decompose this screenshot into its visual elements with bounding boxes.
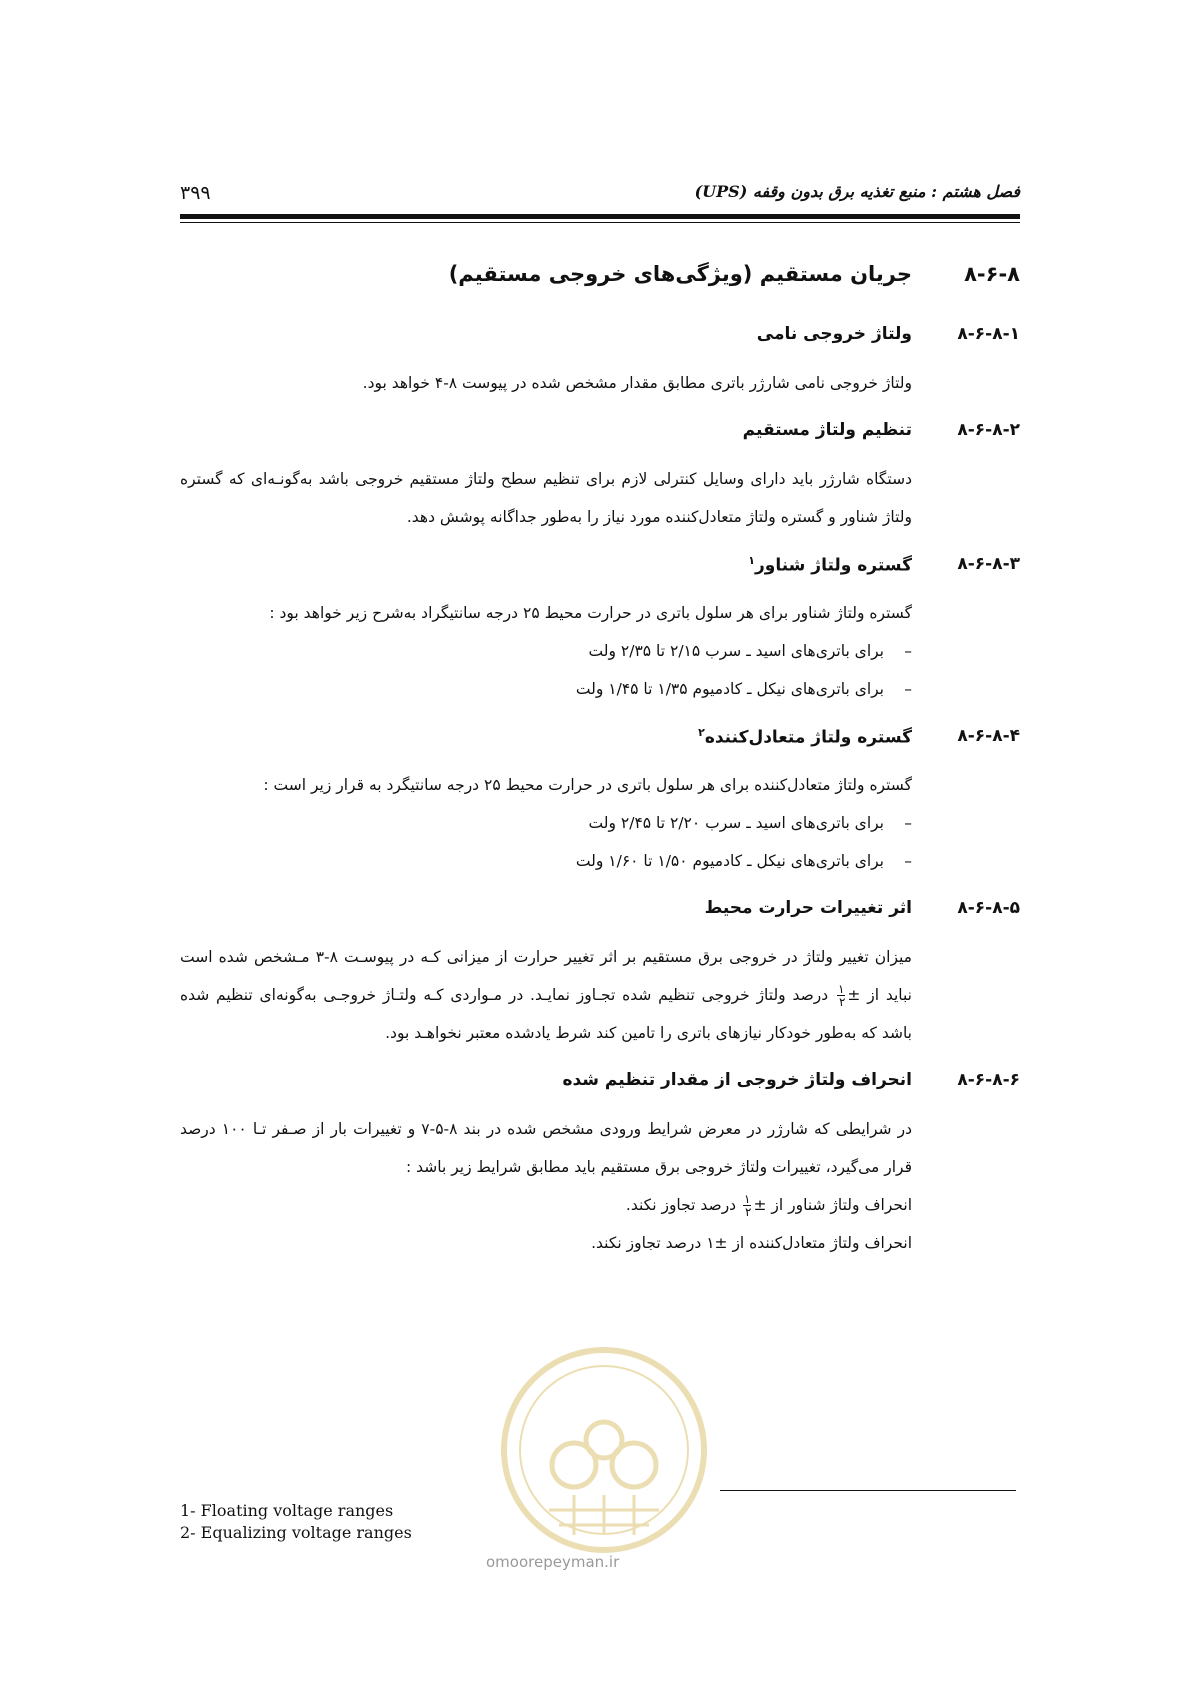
footnote-rule: [720, 1490, 1016, 1491]
subsection-number: ۸-۶-۸-۵: [957, 898, 1020, 918]
list-item-text: برای باتری‌های اسید ـ سرب ۲/۲۰ تا ۲/۴۵ ولت: [588, 814, 884, 832]
fraction: [837, 983, 845, 1008]
section-number: ۸-۶-۸: [964, 262, 1020, 286]
list-item: –برای باتری‌های اسید ـ سرب ۲/۲۰ تا ۲/۴۵ ولت: [588, 814, 912, 832]
paragraph: گستره ولتاژ شناور برای هر سلول باتری در حرارت محیط ۲۵ درجه سانتیگراد به‌شرح زیر خواهد بود :: [269, 604, 912, 622]
paragraph: گستره ولتاژ متعادل‌کننده برای هر سلول باتری در حرارت محیط ۲۵ درجه سانتیگرد به قرار زیر است :: [263, 776, 912, 794]
paragraph: [180, 938, 912, 1052]
page-number: ۳۹۹: [180, 182, 211, 204]
fraction-denominator: ۲: [745, 1205, 752, 1219]
subsection-title: [698, 726, 912, 748]
paragraph: ولتاژ خروجی نامی شارژر باتری مطابق مقدار مشخص شده در پیوست ۸-۴ خواهد بود.: [362, 374, 912, 392]
list-item: –برای باتری‌های نیکل ـ کادمیوم ۱/۳۵ تا ۱/۴۵ ولت: [575, 680, 912, 698]
header-rule-thin: [180, 222, 1020, 223]
paragraph: انحراف ولتاژ متعادل‌کننده از ±۱ درصد تجاوز نکند.: [591, 1234, 912, 1252]
section-heading: [180, 262, 1020, 302]
paragraph: در شرایطی که شارژر در معرض شرایط ورودی مشخص شده در بند ۸-۵-۷ و تغییرات بار از صـفر تـا ۱۰۰ درصد قرار می‌گیرد، تغییرات ولتاژ خروجی برق مستقیم باید مطابق شرایط زیر باشد :: [180, 1120, 912, 1176]
subsection-number: ۸-۶-۸-۲: [957, 420, 1020, 440]
subsection-heading: [180, 554, 1020, 586]
subsection-heading: [180, 898, 1020, 930]
subsection-number: ۸-۶-۸-۱: [957, 324, 1020, 344]
subsection-number: ۸-۶-۸-۴: [957, 726, 1020, 746]
subsection-title: تنظیم ولتاژ مستقیم: [742, 420, 912, 440]
list-item-text: برای باتری‌های نیکل ـ کادمیوم ۱/۳۵ تا ۱/۴۵ ولت: [575, 680, 884, 698]
subsection-heading: [180, 420, 1020, 452]
subsection-title: [748, 554, 912, 576]
list-item-text: برای باتری‌های اسید ـ سرب ۲/۱۵ تا ۲/۳۵ ولت: [588, 642, 884, 660]
subsection-number: ۸-۶-۸-۳: [957, 554, 1020, 574]
plus-minus-sign: ±: [847, 986, 861, 1004]
header-rule-thick: [180, 214, 1020, 219]
watermark-text: omoorepeyman.ir: [486, 1553, 620, 1571]
subsection-heading: [180, 1070, 1020, 1102]
chapter-title: فصل هشتم : منبع تغذیه برق بدون وقفه (UPS): [694, 182, 1020, 201]
page-content: [180, 262, 1020, 1262]
footnotes: [180, 1500, 412, 1544]
list-item-text: برای باتری‌های نیکل ـ کادمیوم ۱/۵۰ تا ۱/۶۰ ولت: [575, 852, 884, 870]
subsection-title-text: گستره ولتاژ متعادل‌کننده: [704, 727, 912, 748]
fraction-denominator: ۲: [838, 995, 846, 1009]
subsection-heading: [180, 324, 1020, 356]
footnote: 1- Floating voltage ranges: [180, 1501, 394, 1520]
subsection-title: ولتاژ خروجی نامی: [756, 324, 912, 344]
fraction-numerator: ۱: [837, 982, 845, 996]
subsection-title: اثر تغییرات حرارت محیط: [704, 898, 912, 918]
paragraph-text: درصد ولتاژ خروجی تنظیم شده تجـاوز نمایـد. در مـواردی کـه ولتـاژ خروجـی به‌گونه‌ای تنظیم شده باشد که به‌طور خودکار نیازهای باتری را تامین کند شرط یادشده معتبر نخواهـد بود.: [180, 986, 912, 1042]
list-item: –برای باتری‌های اسید ـ سرب ۲/۱۵ تا ۲/۳۵ ولت: [588, 642, 912, 660]
paragraph: [180, 1186, 912, 1224]
paragraph: دستگاه شارژر باید دارای وسایل کنترلی لازم برای تنظیم سطح ولتاژ مستقیم خروجی باشد به‌گونـه‌ای که گستره ولتاژ شناور و گستره ولتاژ متعادل‌کننده مورد نیاز را به‌طور جداگانه پوشش دهد.: [180, 470, 912, 526]
list-item: –برای باتری‌های نیکل ـ کادمیوم ۱/۵۰ تا ۱/۶۰ ولت: [575, 852, 912, 870]
paragraph-text: انحراف ولتاژ شناور از: [771, 1196, 912, 1214]
footnote-ref: ۱: [748, 554, 755, 567]
section-title: جریان مستقیم (ویژگی‌های خروجی مستقیم): [448, 262, 912, 286]
paragraph-text: میزان تغییر ولتاژ در خروجی برق مستقیم بر اثر تغییر حرارت از میزانی کـه در پیوسـت ۸-۳ مـشخص شده است نباید از: [180, 948, 912, 1004]
plus-minus-sign: ±: [753, 1196, 767, 1214]
footnote-ref: ۲: [698, 726, 705, 739]
footnote: 2- Equalizing voltage ranges: [180, 1523, 412, 1542]
page-header: [180, 182, 1020, 210]
subsection-heading: [180, 726, 1020, 758]
subsection-title-text: گستره ولتاژ شناور: [754, 555, 912, 576]
watermark-seal-icon: [494, 1340, 714, 1560]
paragraph-text: درصد تجاوز نکند.: [625, 1196, 737, 1214]
fraction-numerator: ۱: [744, 1192, 751, 1206]
fraction: [743, 1193, 751, 1218]
subsection-number: ۸-۶-۸-۶: [957, 1070, 1020, 1090]
subsection-title: انحراف ولتاژ خروجی از مقدار تنظیم شده: [562, 1070, 912, 1090]
